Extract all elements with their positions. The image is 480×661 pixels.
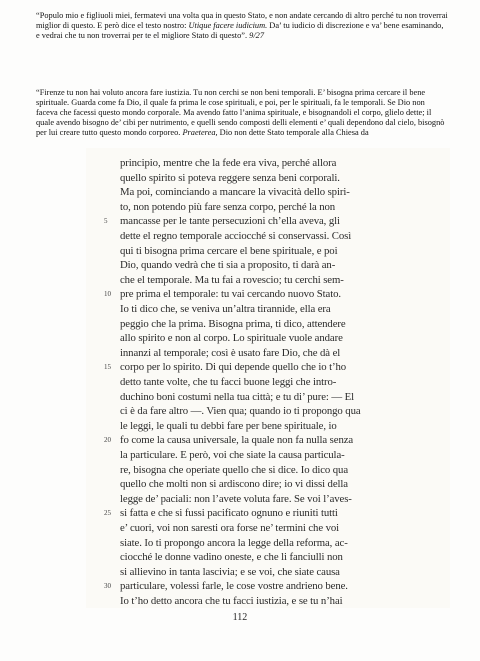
paragraph-text-part: “Populo mio e figliuoli miei, fermatevi una volta qua in questo Stato, e non andate cercando di altro perché tu non troverrai miglior di questo. E però dice el testo nostro:: [36, 11, 448, 31]
scan-line: particulare, volessi farle, le cose vostre andrieno bene.: [120, 580, 348, 593]
scan-line: detto tante volte, che tu facci buone leggi che intro-: [120, 376, 337, 388]
scan-line: fo come la causa universale, la quale non fa nulla senza: [120, 434, 354, 447]
scan-line: Io t’ho detto ancora che tu facci iustizia, e se tu n’hai: [120, 595, 343, 607]
scan-line: Ma poi, cominciando a mancare la vivacità dello spiri-: [120, 186, 350, 199]
scan-line: mancasse per le tante persecuzioni ch’ella aveva, gli: [120, 215, 340, 228]
paragraph-text: [36, 11, 448, 41]
line-number: 10: [104, 290, 111, 299]
scan-line: Dio, quando vedrà che ti sia a proposito, ti darà an-: [120, 259, 336, 272]
line-number: 30: [104, 582, 111, 591]
typed-paragraph-1: [36, 11, 448, 41]
scan-line: re, bisogna che operiate quello che si dice. Io dico qua: [120, 463, 349, 476]
line-number: 20: [104, 436, 111, 445]
page-number: 112: [232, 612, 248, 623]
scan-line: innanzi al temporale; così è usato fare Dio, che dà el: [120, 346, 341, 359]
scan-line: Io ti dico che, se veniva un’altra tirannide, ella era: [120, 303, 331, 315]
scan-line: che el temporale. Ma tu fai a rovescio; tu cerchi sem-: [120, 273, 344, 286]
scan-line: pre prima el temporale: tu vai cercando nuovo Stato.: [120, 288, 341, 301]
typed-paragraph-2: [36, 88, 448, 138]
scan-line: e’ cuori, voi non saresti ora forse ne’ termini che voi: [120, 522, 340, 534]
scan-line: dette el regno temporale acciocché si conservassi. Così: [120, 230, 352, 242]
scan-line: siate. Io ti propongo ancora la legge della reforma, ac-: [120, 536, 348, 549]
scan-line: ciocché le donne vadino oneste, e che li fanciulli non: [120, 551, 343, 564]
scan-line: corpo per lo spirito. Di qui depende quello che io t’ho: [120, 361, 347, 374]
scan-line: quello che molti non si ardiscono dire; io vi dissi della: [120, 478, 348, 491]
line-number: 25: [104, 509, 111, 518]
date-reference: 9/27: [249, 31, 265, 41]
scan-line: si allievino in tanta lascivia; e se voi, che siate causa: [120, 565, 340, 578]
line-number: 5: [104, 217, 108, 226]
scan-line: allo spirito e non al corpo. Lo spirituale vuole andare: [120, 332, 343, 345]
paragraph-text: [36, 88, 448, 138]
paragraph-text-part: “Firenze tu non hai voluto ancora fare iustizia. Tu non cerchi se non beni temporali. E’ bisogna prima cercare il bene spirituale. Guarda come fa Dio, il quale fa prima le cose spirituali, e poi, per le spirituali, fa le temporali. Se Dio non faceva che facessi questo mondo corporale. Ma avendo fatto l’anima spirituale, e bisognandoli el corpo, glielo dette; il quale avendo bisogno de’ cibi per nutrimento, e quelli sendo composti delli elementi e’ quali dependono dal cielo, bisognò per lui creare tutto questo mondo corporeo.: [36, 88, 445, 138]
line-number: 15: [104, 363, 111, 372]
scan-line: le leggi, le quali tu debbi fare per bene spirituale, io: [120, 419, 337, 432]
scan-line: qui ti bisogna prima cercare el bene spirituale, e poi: [120, 244, 338, 257]
scan-line: duchino boni costumi nella tua città; e tu di’ pure: — El: [120, 390, 355, 403]
latin-quote: Utique facere iudicium.: [188, 21, 268, 31]
scan-line: quello spirito si poteva reggere senza beni corporali.: [120, 171, 340, 184]
scan-line: to, non potendo più fare senza corpo, perché la non: [120, 200, 336, 213]
scan-line: la particulare. E però, voi che siate la causa particula-: [120, 449, 345, 461]
scan-line: legge de’ paciali: non l’avete voluta fare. Se voi l’aves-: [120, 492, 352, 505]
latin-word: Praeterea,: [182, 128, 218, 138]
paragraph-text-part: Dio non dette Stato temporale alla Chiesa da: [217, 128, 369, 138]
scan-line: si fatta e che si fussi pacificato ognuno e riuniti tutti: [120, 507, 338, 520]
scan-line: peggio che la prima. Bisogna prima, ti dico, attendere: [120, 317, 346, 330]
scanned-text-excerpt: [86, 148, 450, 608]
scan-line: principio, mentre che la fede era viva, perché allora: [120, 157, 337, 169]
paragraph-text-part: Da’ tu iudicio di discrezione e va’ bene esaminando, e vedrai che tu non troverrai per te el migliore Stato di questo”.: [36, 21, 444, 41]
scan-line: ci è da fare altro —. Vien qua; quando io ti propongo qua: [120, 405, 361, 418]
